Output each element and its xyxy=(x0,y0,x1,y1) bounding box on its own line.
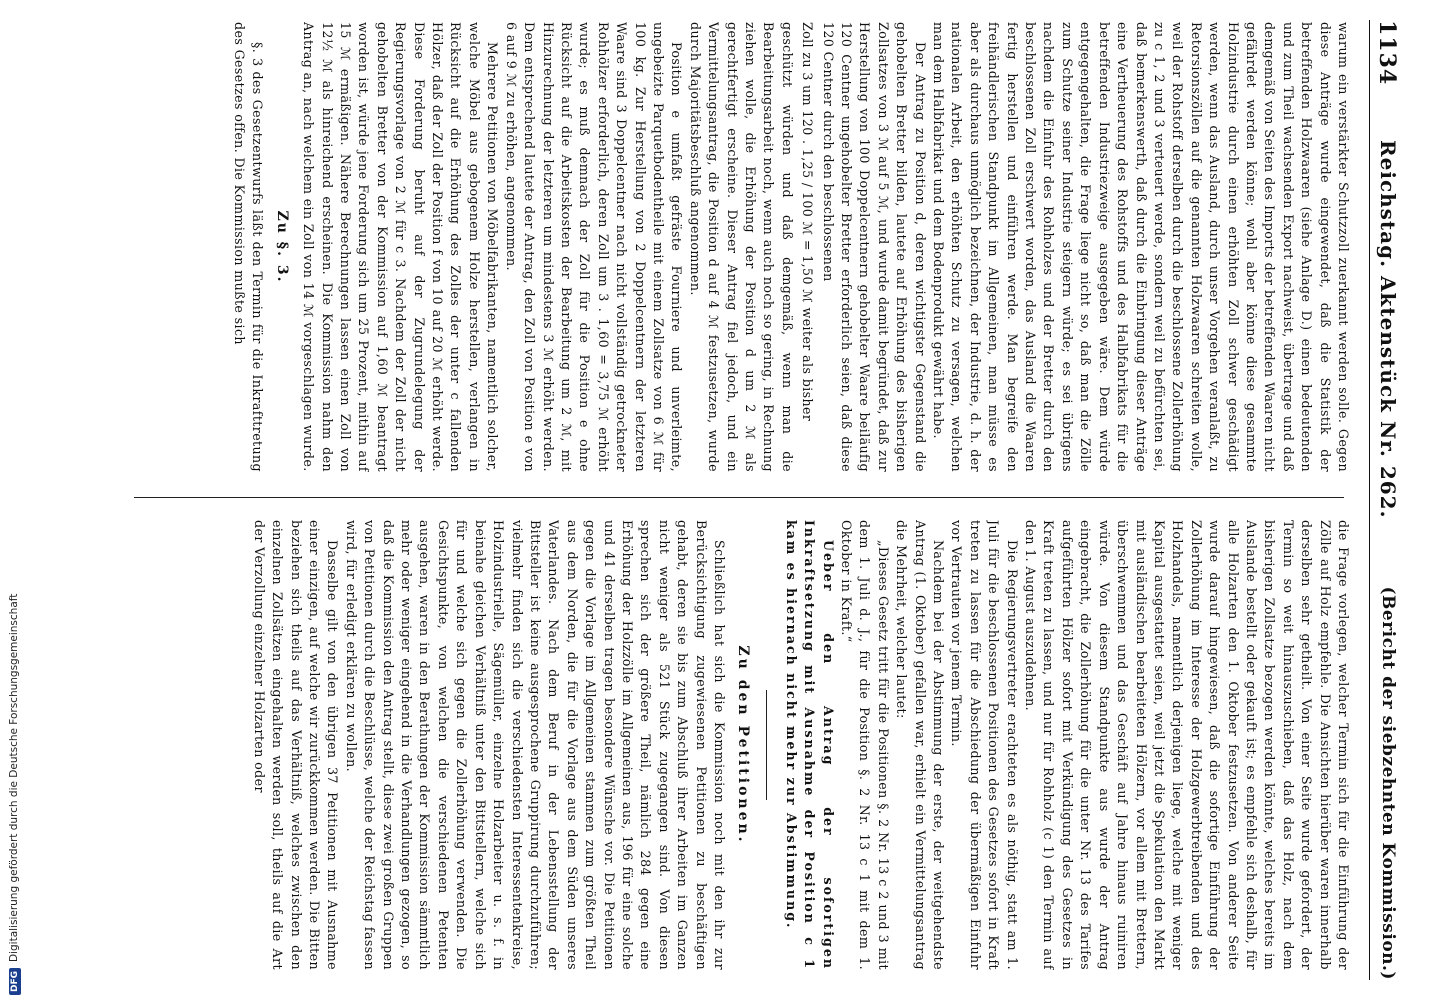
page-header xyxy=(1369,20,1404,980)
right-column xyxy=(70,520,1352,970)
right-after-quote: Ueber den Antrag der sofortigen Inkraftsetzung mit Ausnahme der Position c 1 kam es hiernach nicht mehr zur Abstimmung. xyxy=(783,520,836,970)
amendment-quote: „Dieses Gesetz tritt für die Positionen §. 2 Nr. 13 c 2 und 3 mit dem 1. Juli d. J., für die Position §. 2 Nr. 13 c 1 mit dem 1. Oktober in Kraft.“ xyxy=(839,520,891,970)
right-paragraph-1: die Frage vorlegen, welcher Termin sich für die Einführung der Zölle auf Holz empfehle. Die Ansichten hierüber waren innerhalb derselben sehr getheilt. Von einer Seite wurde gefordert, der Termin so weit hinauszuschieben, daß das Holz, nach dem bisherigen Zollsatze bezogen werden könnte, welches bereits im Auslande bestellt oder gekauft ist; es empfehle sich deshalb, für alle Holzarten den 1. Oktober festzusetzen. Von anderer Seite wurde darauf hingewiesen, daß die sofortige Einführung der Zollerhöhung im Interesse der Holzgewerbtreibenden und des Holzhandels, namentlich derjenigen liege, welche mit weniger Kapital ausgestattet seien, weil jetzt die Spekulation den Markt mit ausländischen bearbeiteten Hölzern, vor allem mit Brettern, überschwemmen und das Geschäft auf Jahre hinaus ruiniren würde. Von diesem Standpunkte aus wurde der Antrag eingebracht, die Zollerhöhung für die unter Nr. 13 des Tarifes aufgeführten Hölzer sofort mit Verkündigung des Gesetzes in Kraft treten zu lassen, und nur für Rohholz (c 1) den Termin auf den 1. August auszudehnen. xyxy=(1023,520,1351,970)
duty-formula: Zoll zu 3 um 120 . 1,25 / 100 ℳ = 1,50 ℳ weiter als bisher xyxy=(800,22,816,422)
digitization-note xyxy=(0,0,30,1000)
right-paragraph-2: Die Regierungsvertreter erachteten es als nöthig, statt am 1. Juli für die beschlossenen Positionen des Gesetzes sofort in Kraft treten zu lassen für die Abschiedung der übermäßigen Einfuhr vor Vertrauten vor jenem Termin. xyxy=(949,520,1020,970)
digitization-note-text: Digitalisierung gefördert durch die Deutsche Forschungsgemeinschaft xyxy=(8,593,20,962)
dfg-logo-icon: DFG xyxy=(9,968,21,995)
column-divider xyxy=(134,497,1344,498)
left-paragraph-3: geschützt würden und daß demgemäß, wenn man die Bearbeitungsarbeit noch, wenn auch noch so gering, in Rechnung ziehen wolle, die Erhöhung der Position d um 2 ℳ als gerechtfertigt erscheine. Dieser Antrag fiel jedoch, und ein Vermittelungsantrag, die Position d auf 4 ℳ festzusetzen, wurde durch Majoritätsbeschluß angenommen. xyxy=(687,22,795,472)
petitions-heading: Zu den Petitionen. xyxy=(735,645,752,845)
scanned-sheet xyxy=(30,0,1432,1000)
petitions-paragraph-1: Schließlich hat sich die Kommission noch mit den ihr zur Berücksichtigung zugewiesenen Petitionen zu beschäftigen gehabt, deren sie bis zum Abschluß ihrer Arbeiten im Ganzen nicht weniger als 521 Stück zugegangen sind. Von diesen sprechen sich der größere Theil, nämlich 284 gegen eine Erhöhung der Holzzölle im Allgemeinen aus, 196 für eine solche und 41 derselben tragen besondere Wünsche vor. Die Petitionen gegen die Vorlage im Allgemeinen stammen zum größten Theil aus dem Norden, die für die Vorlage aus dem Süden unseres Vaterlandes. Nach dem Beruf in der Lebensstellung der Bittsteller ist keine ausgesprochene Gruppirung durchzuführen; vielmehr finden sich die verschiedensten Interessentenkreise, Holzindustrielle, Sägemüller, einzelne Holzarbeiter u. s. f. in beinahe gleichen Verhältniß unter den Bittstellern, welche sich für und welche sich gegen die Zollerhöhung verwenden. Die Gesichtspunkte, von welchen die verschiedenen Petenten ausgehen, waren in den Berathungen der Kommission sämmtlich mehr oder weniger eingehend in die Verhandlungen gezogen, so daß die Kommission den Antrag stellt, diese zwei großen Gruppen von Petitionen durch die Beschlüsse, welche der Reichstag fassen wird, für erledigt erklären zu wollen. xyxy=(343,520,727,970)
left-paragraph-4: Position e umfaßt gefräste Fourniere und unverleimte, ungebeizte Parquetbodentheile mit einem Zollsatze von 6 ℳ für 100 kg. Zur Herstellung von 2 Doppelcentnern der letzteren Waare sind 3 Doppelcentner nach nicht vollständig getrockneter Rohhölzer erforderlich, deren Zoll um 3 . 1,60 = 3,75 ℳ erhöht wurde; es muß demnach der Zoll für die Position e ohne Rücksicht auf die Arbeitskosten der Bearbeitung um 2 ℳ, mit Hinzurechnung der letzteren um mindestens 3 ℳ erhöht werden. Dem entsprechend lautete der Antrag, den Zoll von Position e von 6 auf 9 ℳ zu erhöhen, angenommen. xyxy=(503,22,685,472)
page-number: 1134 xyxy=(1374,20,1400,86)
left-paragraph-5: Mehrere Petitionen von Möbelfabrikanten, namentlich solcher, welche Möbel aus gebogenem Holze herstellen, verlangen in Rücksicht auf die Erhöhung des Zolles der unter c fallenden Hölzer, daß der Zoll der Position f von 10 auf 20 ℳ erhöht werde. Diese Forderung beruht auf der Zugrundelegung der Regierungsvorlage von 2 ℳ für c 3. Nachdem der Zoll der nicht gehobelten Bretter von der Kommission auf 1,60 ℳ beantragt worden ist, würde jene Forderung sich um 25 Prozent, mithin auf 15 ℳ ermäßigen. Nähere Berechnungen lassen einen Zoll von 12½ ℳ als hinreichend erscheinen. Die Kommission nahm den Antrag an, nach welchem ein Zoll von 14 ℳ vorgeschlagen wurde. xyxy=(301,22,501,472)
section-heading-para-3: Zu §. 3. xyxy=(273,210,290,284)
rotated-page xyxy=(30,0,1432,1000)
header-subtitle: (Bericht der siebzehnten Kommission.) xyxy=(1378,586,1398,980)
left-paragraph-2: Der Antrag zu Position d, deren wichtigster Gegenstand die gehobelten Bretter bilden, lautete auf Erhöhung des bisherigen Zollsatzes von 3 ℳ auf 5 ℳ, und wurde damit begründet, daß zur Herstellung von 100 Doppelcentnern gehobelter Waare beiläufig 120 Centner ungehobelter Bretter erforderlich seien, daß diese 120 Centner durch den beschlossenen xyxy=(820,22,928,472)
section-rule xyxy=(766,690,767,800)
petitions-paragraph-2: Dasselbe gilt von den übrigen 37 Petitionen mit Ausnahme einer einzigen, auf welche wir zurückkommen werden. Die Bitten beziehen sich theils auf das Verhältniß, welches zwischen den einzelnen Zollsätzen eingehalten werden soll, theils auf die Art der Verzollung einzelner Holzarten oder xyxy=(251,520,341,970)
right-paragraph-3: Nachdem bei der Abstimmung der erste, der weitgehendste Antrag (1. Oktober) gefallen war, erhielt ein Vermittelungsantrag die Mehrheit, welcher lautet: xyxy=(894,520,947,970)
left-paragraph-1: warum ein verstärkter Schutzzoll zuerkannt werden solle. Gegen diese Anträge wurde eingewendet, daß die Statistik der betreffenden Holzwaaren (siehe Anlage D.) einen bedeutenden und zum Theil wachsenden Export nachweist, übertrage und daß demgemäß von Seiten des Imports der betreffenden Waaren nicht gefährdet werden könne; wohl aber könne diese gesammte Holzindustrie durch einen erhöhten Zoll schwer geschädigt werden, wenn das Ausland, durch unser Vorgehen veranlaßt, zu Retorsionszöllen auf die genannten Holzwaaren schreiten wolle, weil der Rohstoff derselben durch die beschlossene Zollerhöhung zu c 1, 2 und 3 verteuert werde, sondern weil zu befürchten sei, daß bemerkenswerth, daß durch die Einbringung dieser Anträge eine Vertheuerung des Rohstoffs und des Halbfabrikats für die betreffenden Industriezweige ausgegeben wäre. Dem würde entgegengehalten, die Frage liege nicht so, daß man die Zölle zum Schutze seiner Industrie steigern würde; es sei übrigens nachdem die Einfuhr des Rohholzes und der Bretter durch den beschlossenen Zoll erschwert worden, das Ausland die Waaren fertig herstellen und einführen werde. Man begreife den freihändlerischen Standpunkt im Allgemeinen, man müsse es aber als durchaus unmöglich bezeichnen, der Industrie, d. h. der nationalen Arbeit, den erhöhten Schutz zu versagen, welchen man dem Halbfabrikat und dem Bodenprodukt gewährt habe. xyxy=(931,22,1351,472)
left-final-paragraph: §. 3 des Gesetzentwurfs läßt den Termin für die Inkrafttretung des Gesetzes offen. Die Kommission mußte sich xyxy=(232,22,266,472)
header-title: Reichstag. Aktenstück Nr. 262. xyxy=(1376,140,1400,519)
left-column xyxy=(70,22,1352,472)
